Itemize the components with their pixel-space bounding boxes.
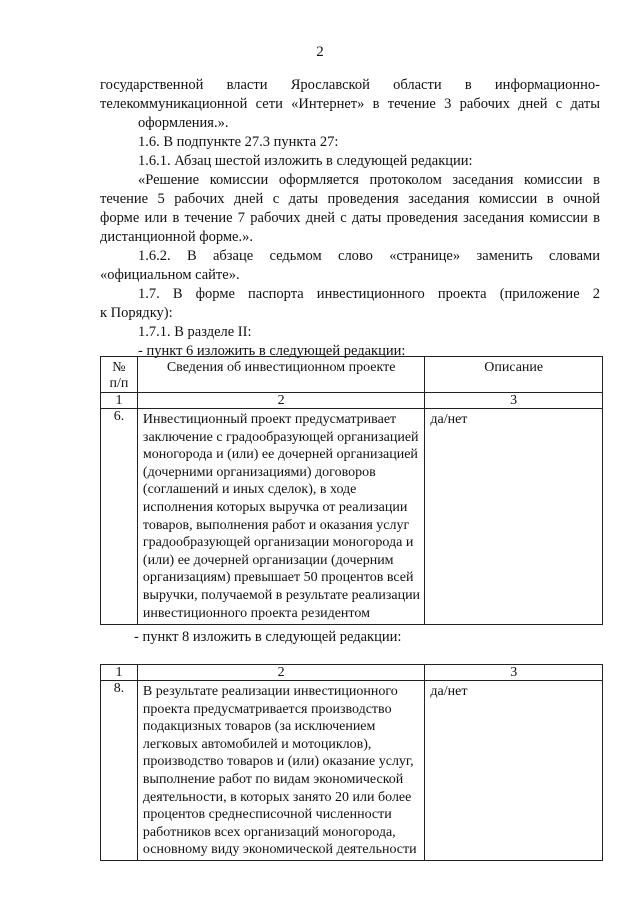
cell-line: товаров, выполнения работ и оказания услуг [142, 517, 410, 533]
table-row [101, 681, 603, 861]
row-number-cell [101, 681, 138, 861]
cell-line: (дочерними организациями) договоров [142, 464, 376, 480]
header-info-label: Сведения об инвестиционном проекте [166, 360, 396, 375]
text-line: форме или в течение 7 рабочих дней с даты проведения заседания комиссии в [100, 210, 600, 226]
header-num-line: № [112, 360, 126, 375]
text-line: государственной власти Ярославской области в информационно- [100, 77, 600, 93]
text-line: 1.7.1. В разделе II: [138, 324, 252, 340]
column-numbers-row [101, 665, 603, 681]
cell-line: деятельности, в которых занято 20 или более [142, 789, 412, 805]
table-row [101, 409, 603, 625]
header-num-cell [101, 357, 138, 393]
header-info-cell [137, 357, 424, 393]
cell-line: моногорода и (или) ее дочерней организацией [142, 447, 418, 463]
cell-line: исполнения которых выручка от реализации [142, 499, 408, 515]
text-line: - пункт 6 изложить в следующей редакции: [138, 343, 406, 359]
text-line: 1.6.1. Абзац шестой изложить в следующей редакции: [138, 153, 473, 169]
table-header-row [101, 357, 603, 393]
point-8-intro [100, 628, 600, 647]
row-number-cell [101, 409, 138, 625]
col-number-cell: 3 [425, 393, 603, 409]
text-line: к Порядку): [100, 305, 173, 321]
point-8-table [100, 664, 603, 861]
cell-line: организациям) превышает 50 процентов всей [142, 570, 414, 586]
row-text-cell [137, 409, 424, 625]
row-value-cell [425, 681, 603, 861]
cell-line: подакцизных товаров (за исключением [142, 719, 376, 735]
cell-line: заключение с градообразующей организацией [142, 429, 419, 445]
cell-line: градообразующей организации моногорода и [142, 535, 414, 551]
text-line: «Решение комиссии оформляется протоколом заседания комиссии в [138, 172, 600, 188]
cell-line: проекта предусматривается производство [142, 701, 392, 717]
cell-line: основному виду экономической деятельности [142, 842, 417, 858]
row-number: 8. [113, 681, 125, 696]
col-number-cell: 2 [137, 393, 424, 409]
cell-line: (или) ее дочерней организации (дочерним [142, 552, 394, 568]
text-line: «официальном сайте». [100, 267, 240, 283]
text-line: дистанционной форме.». [100, 229, 253, 245]
row-value-cell [425, 409, 603, 625]
row-number: 6. [113, 409, 125, 424]
col-number-cell: 1 [101, 665, 138, 681]
intro-paragraph [100, 76, 600, 133]
header-description-cell [425, 357, 603, 393]
cell-line: выполнение работ по видам экономической [142, 771, 404, 787]
item-1-6-2 [100, 247, 600, 285]
col-number-cell: 2 [137, 665, 425, 681]
point-6-table [100, 356, 603, 625]
column-numbers-row [101, 393, 603, 409]
quote-paragraph [100, 171, 600, 247]
row-text-cell [137, 681, 425, 861]
page-number: 2 [316, 44, 324, 60]
cell-line: (соглашений и иных сделок), в ходе [142, 482, 357, 498]
text-line: - пункт 8 изложить в следующей редакции: [134, 629, 402, 645]
row-value: да/нет [430, 684, 468, 699]
cell-line: работников всех организаций моногорода, [142, 824, 396, 840]
header-description-label: Описание [484, 360, 544, 375]
text-line: оформления.». [138, 115, 229, 131]
cell-line: инвестиционного проекта резидентом [142, 605, 370, 621]
col-number-cell: 1 [101, 393, 138, 409]
text-line: 1.6. В подпункте 27.3 пункта 27: [138, 134, 339, 150]
text-line: телекоммуникационной сети «Интернет» в течение 3 рабочих дней с даты [100, 96, 600, 112]
cell-line: легковых автомобилей и мотоциклов), [142, 736, 372, 752]
header-num-line: п/п [109, 376, 129, 391]
cell-line: В результате реализации инвестиционного [142, 684, 398, 699]
item-1-7 [100, 285, 600, 361]
cell-line: выручки, получаемой в результате реализации [142, 587, 421, 603]
cell-line: производство товаров и (или) оказание услуг, [142, 754, 414, 770]
col-number-cell: 3 [425, 665, 603, 681]
text-line: 1.7. В форме паспорта инвестиционного проекта (приложение 2 [138, 286, 600, 302]
text-line: течение 5 рабочих дней с даты проведения заседания комиссии в очной [100, 191, 600, 207]
item-1-6 [100, 133, 600, 171]
cell-line: процентов среднесписочной численности [142, 807, 392, 823]
cell-line: Инвестиционный проект предусматривает [142, 412, 397, 427]
text-line: 1.6.2. В абзаце седьмом слово «странице» заменить словами [138, 248, 600, 264]
row-value: да/нет [430, 412, 468, 427]
